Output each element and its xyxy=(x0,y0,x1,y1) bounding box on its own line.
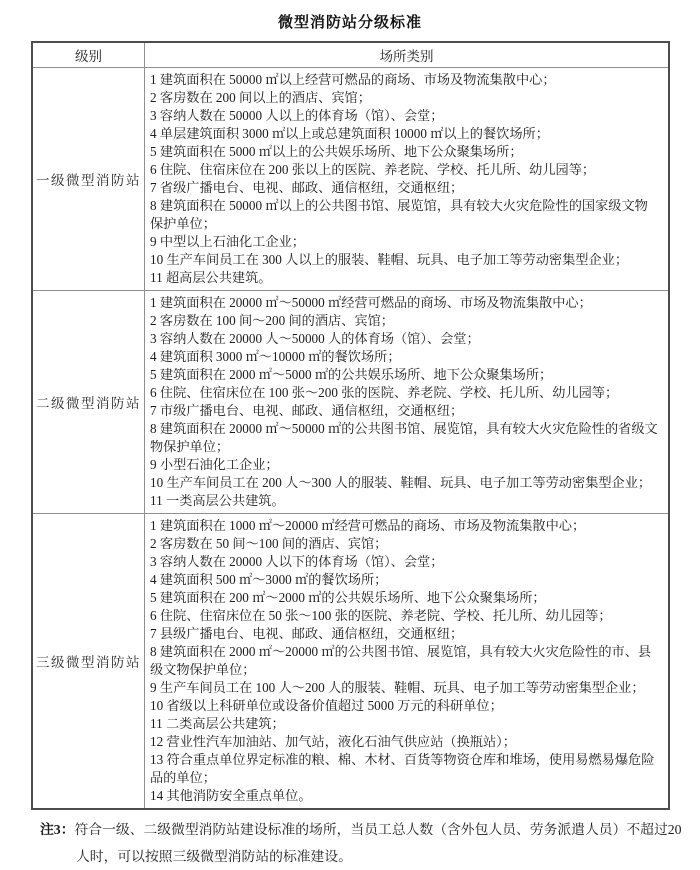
list-item: 8 建筑面积在 2000 ㎡～20000 ㎡的公共图书馆、展览馆，具有较大火灾危险性的市、县级文物保护单位； xyxy=(150,644,652,677)
item-list-level2 xyxy=(150,294,660,510)
list-item: 10 生产车间员工在 200 人～300 人的服装、鞋帽、玩具、电子加工等劳动密集型企业； xyxy=(150,475,652,490)
list-item: 9 中型以上石油化工企业； xyxy=(150,234,305,249)
level-cell-2: 二级微型消防站 xyxy=(32,291,145,514)
list-item: 11 一类高层公共建筑。 xyxy=(150,493,285,508)
list-item: 12 营业性汽车加油站、加气站，液化石油气供应站（换瓶站）； xyxy=(150,734,516,749)
list-item: 6 住院、住宿床位在 100 张～200 张的医院、养老院、学校、托儿所、幼儿园等； xyxy=(150,385,619,400)
page-title: 微型消防站分级标准 xyxy=(277,14,422,31)
list-item: 9 小型石油化工企业； xyxy=(150,457,279,472)
table-row-level1 xyxy=(32,68,669,291)
list-item: 10 生产车间员工在 300 人以上的服装、鞋帽、玩具、电子加工等劳动密集型企业； xyxy=(150,252,629,267)
list-item: 8 建筑面积在 20000 ㎡～50000 ㎡的公共图书馆、展览馆，具有较大火灾危险性的省级文物保护单位； xyxy=(150,421,658,454)
list-item: 9 生产车间员工在 100 人～200 人的服装、鞋帽、玩具、电子加工等劳动密集型企业； xyxy=(150,680,645,695)
level-cell-3: 三级微型消防站 xyxy=(32,514,145,810)
list-item: 2 客房数在 100 间～200 间的酒店、宾馆； xyxy=(150,313,394,328)
list-item: 4 建筑面积 500 ㎡～3000 ㎡的餐饮场所； xyxy=(150,572,388,587)
level-cell-1: 一级微型消防站 xyxy=(32,68,145,291)
list-item: 11 二类高层公共建筑； xyxy=(150,716,285,731)
list-item: 3 容纳人数在 50000 人以上的体育场（馆）、会堂； xyxy=(150,108,444,123)
list-item: 4 建筑面积 3000 ㎡～10000 ㎡的餐饮场所； xyxy=(150,349,401,364)
list-item: 2 客房数在 50 间～100 间的酒店、宾馆； xyxy=(150,536,388,551)
footnote-label: 注3： xyxy=(40,822,75,837)
classification-table xyxy=(31,41,670,810)
list-item: 1 建筑面积在 1000 ㎡～20000 ㎡经营可燃品的商场、市场及物流集散中心； xyxy=(150,518,586,533)
list-item: 7 市级广播电台、电视、邮政、通信枢纽，交通枢纽； xyxy=(150,403,464,418)
list-item: 11 超高层公共建筑。 xyxy=(150,270,272,285)
list-item: 13 符合重点单位界定标准的粮、棉、木材、百货等物资仓库和堆场，使用易燃易爆危险品的单位； xyxy=(150,752,655,785)
table-row-level2 xyxy=(32,291,669,514)
list-item: 1 建筑面积在 20000 ㎡～50000 ㎡经营可燃品的商场、市场及物流集散中心； xyxy=(150,295,592,310)
header-category: 场所类别 xyxy=(145,42,670,68)
list-item: 6 住院、住宿床位在 200 张以上的医院、养老院、学校、托儿所、幼儿园等； xyxy=(150,162,596,177)
footnote-text: 符合一级、二级微型消防站建设标准的场所，当员工总人数（含外包人员、劳务派遣人员）不超过20人时，可以按照三级微型消防站的标准建设。 xyxy=(74,822,682,864)
list-item: 4 单层建筑面积 3000 ㎡以上或总建筑面积 10000 ㎡以上的餐饮场所； xyxy=(150,126,549,141)
list-item: 10 省级以上科研单位或设备价值超过 5000 万元的科研单位； xyxy=(150,698,503,713)
document-page xyxy=(0,11,700,870)
table-header-row xyxy=(32,42,669,68)
list-item: 3 容纳人数在 20000 人以下的体育场（馆）、会堂； xyxy=(150,554,444,569)
list-item: 1 建筑面积在 50000 ㎡以上经营可燃品的商场、市场及物流集散中心； xyxy=(150,72,556,87)
category-cell-3 xyxy=(145,514,670,810)
list-item: 14 其他消防安全重点单位。 xyxy=(150,788,312,803)
list-item: 7 县级广播电台、电视、邮政、通信枢纽，交通枢纽； xyxy=(150,626,464,641)
item-list-level3 xyxy=(150,517,660,805)
item-list-level1 xyxy=(150,71,660,287)
list-item: 3 容纳人数在 20000 人～50000 人的体育场（馆）、会堂； xyxy=(150,331,480,346)
list-item: 7 省级广播电台、电视、邮政、通信枢纽，交通枢纽； xyxy=(150,180,464,195)
header-level: 级别 xyxy=(32,42,145,68)
category-cell-2 xyxy=(145,291,670,514)
category-cell-1 xyxy=(145,68,670,291)
list-item: 5 建筑面积在 200 ㎡～2000 ㎡的公共娱乐场所、地下公众聚集场所； xyxy=(150,590,546,605)
footnote xyxy=(40,816,692,870)
list-item: 6 住院、住宿床位在 50 张～100 张的医院、养老院、学校、托儿所、幼儿园等； xyxy=(150,608,612,623)
list-item: 2 客房数在 200 间以上的酒店、宾馆； xyxy=(150,90,371,105)
list-item: 8 建筑面积在 50000 ㎡以上的公共图书馆、展览馆，具有较大火灾危险性的国家级文物保护单位； xyxy=(150,198,648,231)
table-row-level3 xyxy=(32,514,669,810)
list-item: 5 建筑面积在 2000 ㎡～5000 ㎡的公共娱乐场所、地下公众聚集场所； xyxy=(150,367,553,382)
list-item: 5 建筑面积在 5000 ㎡以上的公共娱乐场所、地下公众聚集场所； xyxy=(150,144,523,159)
